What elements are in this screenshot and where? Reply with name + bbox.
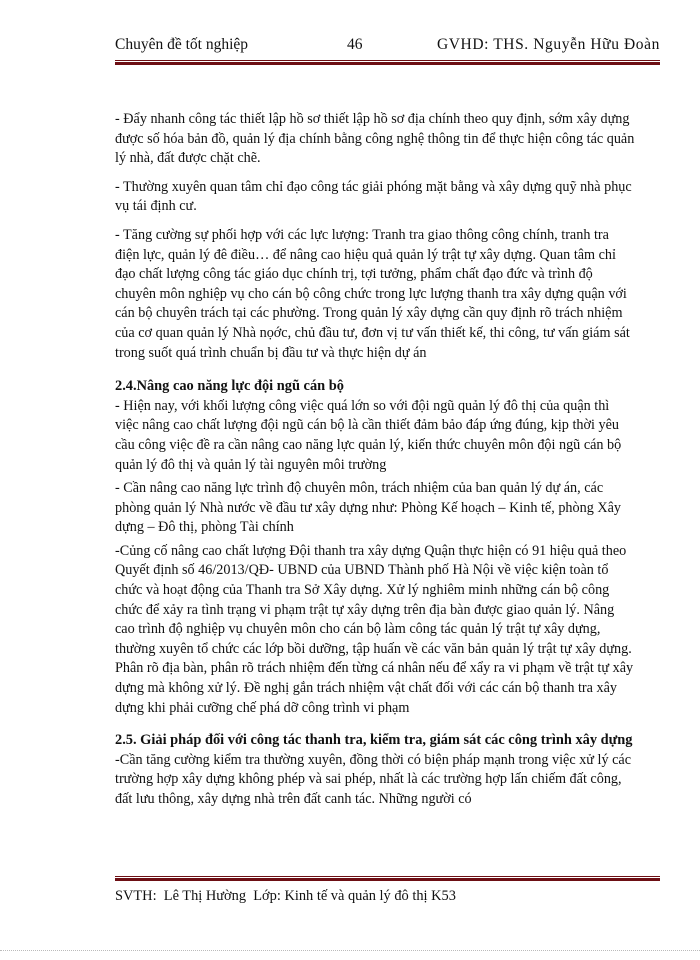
- header-topic: Chuyên đề tốt nghiệp: [115, 36, 249, 53]
- section-heading: 2.4.Nâng cao năng lực đội ngũ cán bộ: [115, 378, 344, 395]
- paragraph: - Đẩy nhanh công tác thiết lập hồ sơ thiết lập hồ sơ địa chính theo quy định, sớm xây dựng được số hóa bản đồ, quản lý địa chính bằng công nghệ thông tin để thực hiện công tác quản lý nhà, đất được chặt chẽ.: [115, 111, 635, 167]
- paragraph: - Tăng cường sự phối hợp với các lực lượng: Tranh tra giao thông công chính, tranh tra điện lực, quản lý đê điều… để nâng cao hiệu quả quản lý trật tự xây dựng. Quan tâm chỉ đạo chất lượng công tác giáo dục chính trị, tợi tưởng, phẩm chất đạo đức và trình độ chuyên môn nghiệp vụ cho cán bộ công chức trong lực lượng thanh tra xây dựng quận với cán bộ chuyên trách tại các phường. Trong quản lý xây dựng cần quy định rõ trách nhiệm của cơ quan quản lý Nhà nọớc, chủ đầu tư, đơn vị tư vấn thiết kế, thi công, tư vấn giám sát trong suốt quá trình chuẩn bị đầu tư và thực hiện dự án: [115, 226, 630, 361]
- paragraph: -Củng cố nâng cao chất lượng Đội thanh tra xây dựng Quận thực hiện có 91 hiệu quả theo Quyết định số 46/2013/QĐ- UBND của UBND Thành phố Hà Nội về việc kiện toàn tổ chức và hoạt động của Thanh tra Sở Xây dựng. Xử lý nghiêm minh những cán bộ công chức để xảy ra tình trạng vi phạm trật tự xây dựng trên địa bàn được giao quản lý. Nâng cao trình độ nghiệp vụ chuyên môn cho cán bộ làm công tác quản lý trật tự xây dựng, thường xuyên tổ chức các lớp bồi dưỡng, tập huấn về các văn bản quản lý trật tự xây dựng. Phân rõ địa bàn, phân rõ trách nhiệm đến từng cá nhân nếu để xẩy ra vi phạm về trật tự xây dựng mà không xử lý. Đề nghị gắn trách nhiệm vật chất đối với các cán bộ thanh tra xây dựng khi phải cưỡng chế phá dỡ công trình vi phạm: [115, 542, 634, 716]
- footer-divider: [115, 876, 660, 881]
- document-body: [115, 110, 636, 814]
- header-divider: [115, 60, 660, 65]
- page-number: 46: [347, 36, 363, 53]
- header-advisor: GVHD: THS. Nguyễn Hữu Đoàn: [436, 36, 660, 53]
- paragraph: -Cần tăng cường kiểm tra thường xuyên, đồng thời có biện pháp mạnh trong việc xử lý các trường hợp xây dựng không phép và sai phép, nhất là các trường hợp lấn chiếm đất công, đất lưu thông, xây dựng nhà trên đất canh tác. Những người có: [115, 751, 632, 807]
- paragraph: - Cần nâng cao năng lực trình độ chuyên môn, trách nhiệm của ban quản lý dự án, các phòng quản lý Nhà nước về đầu tư xây dựng như: Phòng Kế hoạch – Kinh tế, phòng Xây dựng – Đô thị, phòng Tài chính: [115, 480, 621, 536]
- paragraph: - Thường xuyên quan tâm chỉ đạo công tác giải phóng mặt bằng và xây dựng quỹ nhà phục vụ tái định cư.: [115, 178, 632, 215]
- page-footer: SVTH: Lê Thị Hường Lớp: Kinh tế và quản lý đô thị K53: [115, 888, 456, 904]
- paragraph: - Hiện nay, với khối lượng công việc quá lớn so với đội ngũ quản lý đô thị của quận thì việc nâng cao chất lượng đội ngũ cán bộ là cần thiết đảm bảo đáp ứng đúng, kịp thời yêu cầu công việc đề ra cần nâng cao năng lực quản lý, kiến thức chuyên môn đội ngũ cán bộ quản lý đô thị và quản lý tài nguyên môi trường: [115, 397, 622, 473]
- page-edge-line: [0, 950, 700, 951]
- page-header: [115, 36, 660, 60]
- section-heading: 2.5. Giải pháp đối với công tác thanh tra, kiểm tra, giám sát các công trình xây dựng: [115, 732, 633, 749]
